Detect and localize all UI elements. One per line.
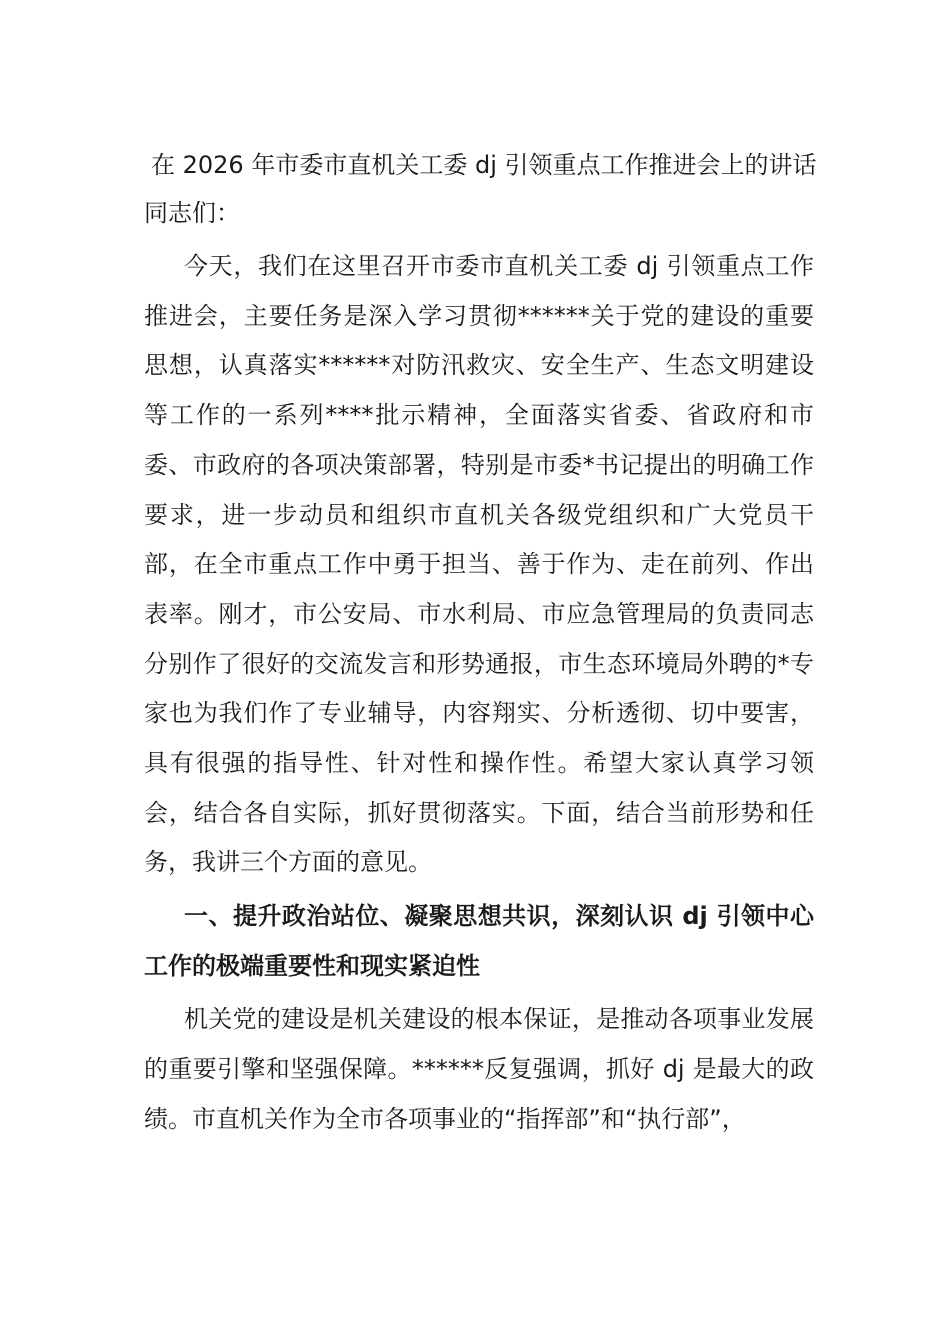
section-paragraph: 机关党的建设是机关建设的根本保证，是推动各项事业发展的重要引擎和坚强保障。******反复强调，抓好 dj 是最大的政绩。市直机关作为全市各项事业的“指挥部”和“执行部”， (144, 1005, 814, 1133)
document-title: 在 2026 年市委市直机关工委 dj 引领重点工作推进会上的讲话 (151, 151, 817, 179)
salutation: 同志们： (144, 199, 240, 227)
intro-paragraph: 今天，我们在这里召开市委市直机关工委 dj 引领重点工作推进会，主要任务是深入学习贯彻******关于党的建设的重要思想，认真落实******对防汛救灾、安全生产、生态文明建设等工作的一系列****批示精神，全面落实省委、省政府和市委、市政府的各项决策部署，特别是市委*书记提出的明确工作要求，进一步动员和组织市直机关各级党组织和广大党员干部，在全市重点工作中勇于担当、善于作为、走在前列、作出表率。刚才，市公安局、市水利局、市应急管理局的负责同志分别作了很好的交流发言和形势通报，市生态环境局外聘的*专家也为我们作了专业辅导，内容翔实、分析透彻、切中要害，具有很强的指导性、针对性和操作性。希望大家认真学习领会，结合各自实际，抓好贯彻落实。下面，结合当前形势和任务，我讲三个方面的意见。 (144, 252, 814, 877)
document-page (144, 145, 817, 1144)
section-heading: 一、提升政治站位、凝聚思想共识，深刻认识 dj 引领中心工作的极端重要性和现实紧迫性 (144, 902, 814, 980)
